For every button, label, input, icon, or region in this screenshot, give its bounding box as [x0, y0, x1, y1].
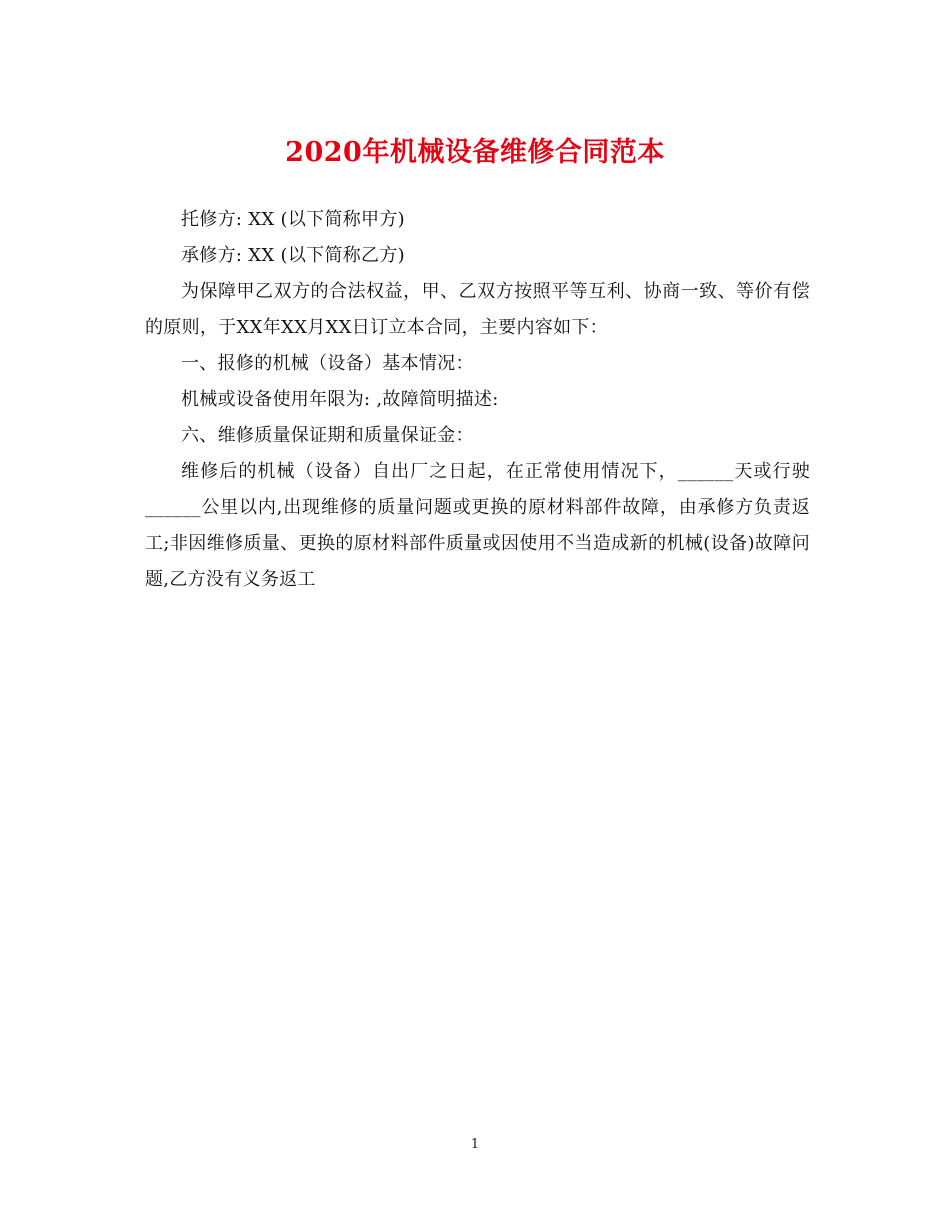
document-title: 2020年机械设备维修合同范本: [285, 137, 665, 168]
contractor-party-line: 承修方: XX (以下简称乙方): [181, 245, 405, 266]
document-body: [145, 202, 810, 598]
client-party-line: 托修方: XX (以下简称甲方): [181, 209, 405, 230]
warranty-clause: 维修后的机械（设备）自出厂之日起，在正常使用情况下，______天或行驶______公里以内,出现维修的质量问题或更换的原材料部件故障，由承修方负责返工;非因维修质量、更换的原材料部件质量或因使用不当造成新的机械(设备)故障问题,乙方没有义务返工: [145, 461, 810, 590]
page-number: 1: [470, 1137, 480, 1152]
section-one-heading: 一、报修的机械（设备）基本情况：: [181, 353, 474, 374]
agreement-preamble: 为保障甲乙双方的合法权益，甲、乙双方按照平等互利、协商一致、等价有偿的原则，于XX年XX月XX日订立本合同，主要内容如下：: [145, 281, 810, 338]
equipment-details-line: 机械或设备使用年限为: ,故障简明描述:: [181, 389, 499, 410]
section-six-heading: 六、维修质量保证期和质量保证金：: [181, 425, 474, 446]
